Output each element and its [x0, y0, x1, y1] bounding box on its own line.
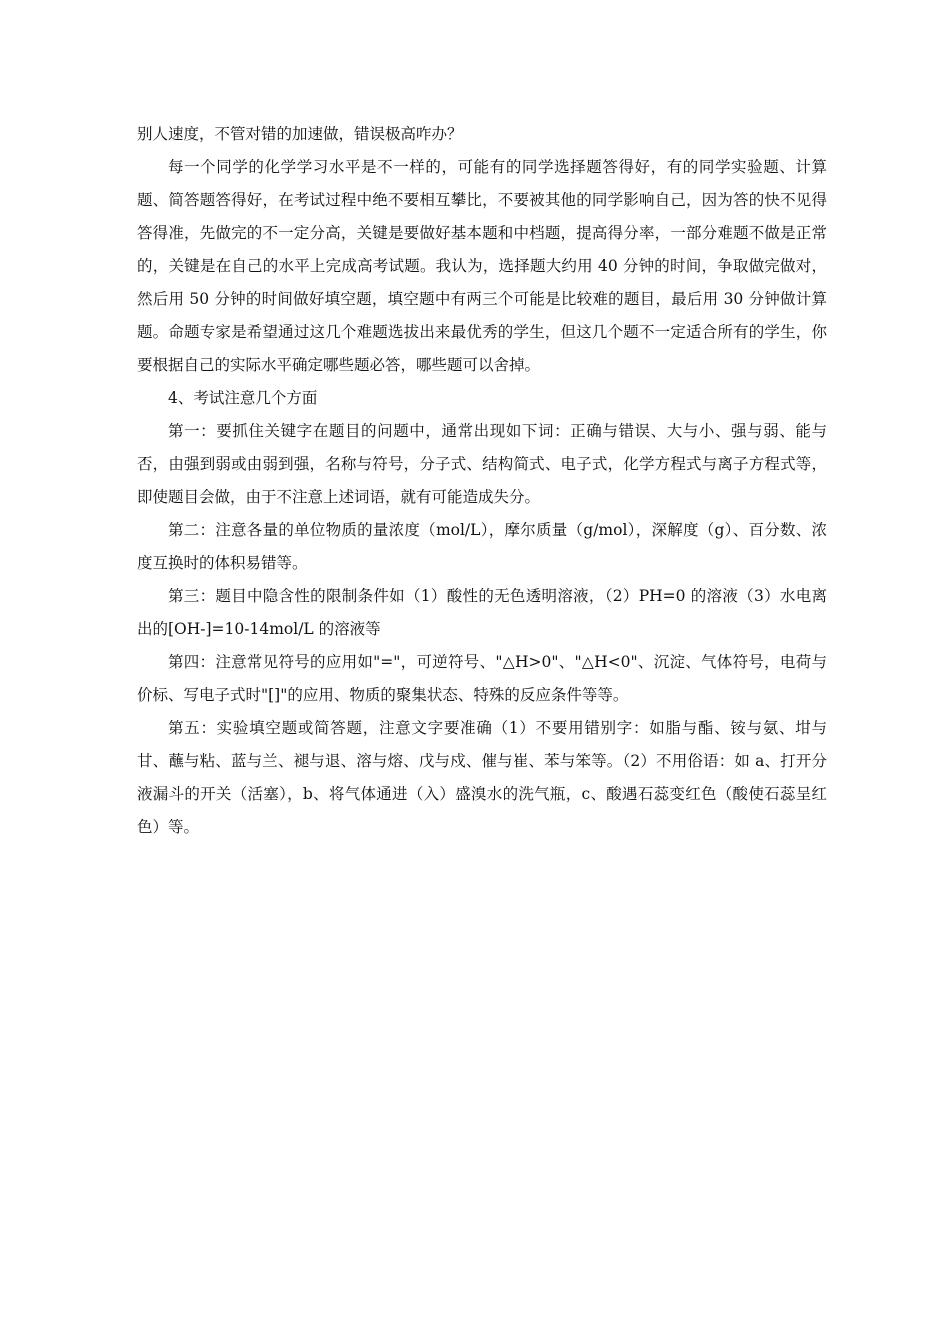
document-body: [137, 118, 827, 844]
paragraph-study-level: 每一个同学的化学学习水平是不一样的，可能有的同学选择题答得好，有的同学实验题、计算题、简答题答得好，在考试过程中绝不要相互攀比，不要被其他的同学影响自己，因为答的快不见得答得准，先做完的不一定分高，关键是要做好基本题和中档题，提高得分率，一部分难题不做是正常的，关键是在自己的水平上完成高考试题。我认为，选择题大约用 40 分钟的时间，争取做完做对，然后用 50 分钟的时间做好填空题，填空题中有两三个可能是比较难的题目，最后用 30 分钟做计算题。命题专家是希望通过这几个难题选拔出来最优秀的学生，但这几个题不一定适合所有的学生，你要根据自己的实际水平确定哪些题必答，哪些题可以舍掉。: [137, 158, 827, 374]
paragraph-point-4: 第四：注意常见符号的应用如"="，可逆符号、"△H>0"、"△H<0"、沉淀、气体符号，电荷与价标、写电子式时"[]"的应用、物质的聚集状态、特殊的反应条件等等。: [137, 653, 827, 704]
paragraph-point-3: 第三：题目中隐含性的限制条件如（1）酸性的无色透明溶液，（2）PH=0 的溶液（3）水电离出的[OH-]=10-14mol/L 的溶液等: [137, 587, 827, 638]
paragraph-continuation: 别人速度，不管对错的加速做，错误极高咋办？: [137, 125, 463, 143]
section-heading-exam-notes: 4、考试注意几个方面: [168, 389, 318, 407]
paragraph-point-5: 第五：实验填空题或简答题，注意文字要准确（1）不要用错别字：如脂与酯、铵与氨、坩与甘、蘸与粘、蓝与兰、褪与退、溶与熔、戊与戍、催与崔、苯与笨等。（2）不用俗语：如 a、打开分液漏斗的开关（活塞），b、将气体通进（入）盛溴水的洗气瓶，c、酸遇石蕊变红色（酸使石蕊呈红色）等。: [137, 719, 827, 836]
paragraph-point-1: 第一：要抓住关键字在题目的问题中，通常出现如下词：正确与错误、大与小、强与弱、能与否，由强到弱或由弱到强，名称与符号，分子式、结构简式、电子式，化学方程式与离子方程式等，即使题目会做，由于不注意上述词语，就有可能造成失分。: [137, 422, 827, 506]
paragraph-point-2: 第二：注意各量的单位物质的量浓度（mol/L），摩尔质量（g/mol），深解度（g）、百分数、浓度互换时的体积易错等。: [137, 521, 827, 572]
